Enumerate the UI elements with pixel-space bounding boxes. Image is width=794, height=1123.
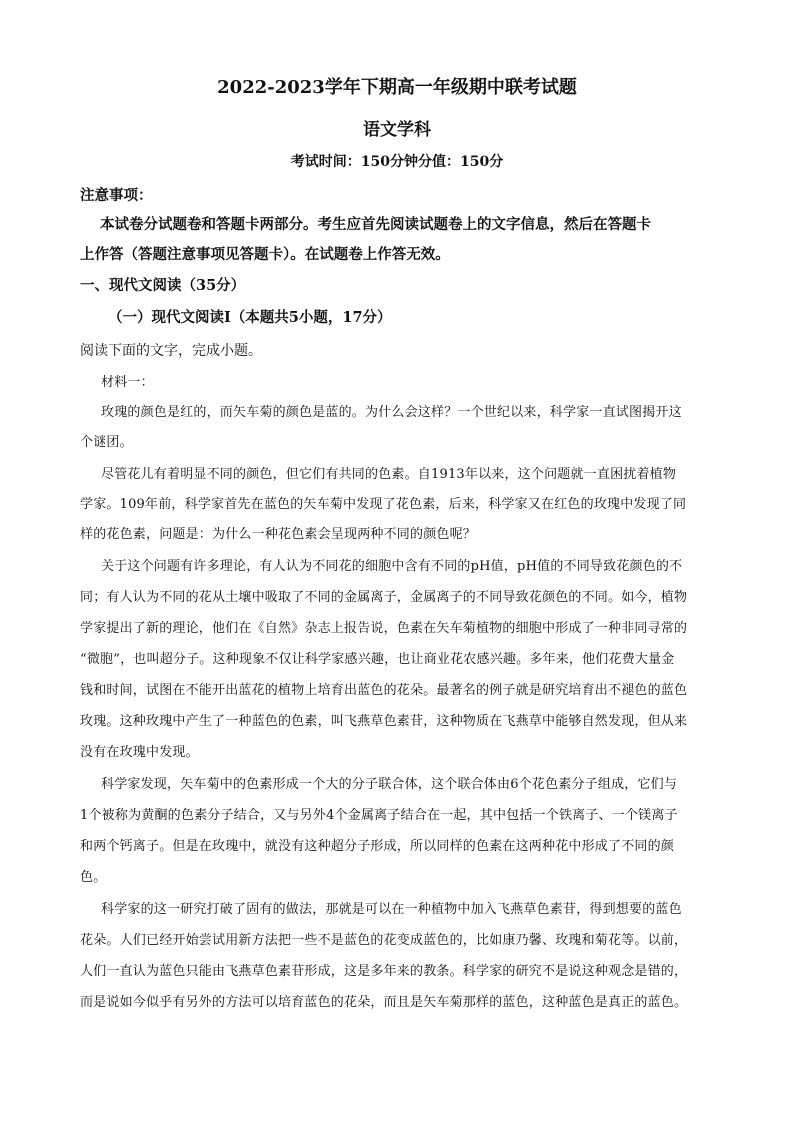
passage-line: 样的花色素，问题是：为什么一种花色素会呈现两种不同的颜色呢？ — [80, 527, 477, 542]
passage-line: 人们一直认为蓝色只能由飞燕草色素苷形成，这是多年来的教条。科学家的研究不是说这种观念是错的， — [80, 964, 688, 979]
passage-line: 而是说如今似乎有另外的方法可以培育蓝色的花朵，而且是矢车菊那样的蓝色，这种蓝色是真正的蓝色。 — [80, 995, 688, 1010]
passage-line: 钱和时间，试图在不能开出蓝花的植物上培育出蓝色的花朵。最著名的例子就是研究培育出不褪色的蓝色 — [80, 683, 688, 698]
passage-line: 花朵。人们已经开始尝试用新方法把一些不是蓝色的花变成蓝色的，比如康乃馨、玫瑰和菊花等。以前， — [80, 933, 688, 948]
section-heading: 一、现代文阅读（35分） — [80, 277, 246, 294]
passage-line: 尽管花儿有着明显不同的颜色，但它们有共同的色素。自1913年以来，这个问题就一直困扰着植物 — [101, 467, 677, 482]
reading-instruction: 阅读下面的文字，完成小题。 — [80, 343, 262, 359]
passage-line: “微胞”，也叫超分子。这种现象不仅让科学家感兴趣，也让商业花农感兴趣。多年来，他们花费大量金 — [80, 652, 675, 667]
passage-line: 学家。109年前，科学家首先在蓝色的矢车菊中发现了花色素，后来，科学家又在红色的玫瑰中发现了同 — [80, 497, 687, 512]
passage-line: 和两个钙离子。但是在玫瑰中，就没有这种超分子形成，所以同样的色素在这两种花中形成了不同的颜 — [80, 839, 675, 854]
subject-title: 语文学科 — [363, 120, 431, 140]
exam-info: 考试时间：150分钟分值：150分 — [290, 154, 504, 170]
passage-line: 关于这个问题有许多理论，有人认为不同花的细胞中含有不同的pH值，pH值的不同导致花颜色的不 — [101, 559, 683, 574]
passage-line: 学家提出了新的理论，他们在《自然》杂志上报告说，色素在矢车菊植物的细胞中形成了一种非同寻常的 — [80, 621, 688, 636]
subsection-heading: （一）现代文阅读Ⅰ（本题共5小题，17分） — [108, 309, 392, 326]
passage-line: 玫瑰。这种玫瑰中产生了一种蓝色的色素，叫飞燕草色素苷，这种物质在飞燕草中能够自然发现，但从来 — [80, 714, 688, 729]
notice-line-2: 上作答（答题注意事项见答题卡）。在试题卷上作答无效。 — [80, 246, 450, 263]
notice-heading: 注意事项： — [80, 187, 153, 204]
passage-line: 玫瑰的颜色是红的，而矢车菊的颜色是蓝的。为什么会这样？一个世纪以来，科学家一直试图揭开这 — [101, 405, 682, 420]
notice-line-1: 本试卷分试题卷和答题卡两部分。考生应首先阅读试题卷上的文字信息，然后在答题卡 — [100, 216, 651, 233]
passage-line: 同；有人认为不同的花从土壤中吸取了不同的金属离子，金属离子的不同导致花颜色的不同。如今，植物 — [80, 590, 688, 605]
passage-line: 个谜团。 — [80, 435, 133, 450]
passage-line: 科学家发现，矢车菊中的色素形成一个大的分子联合体，这个联合体由6个花色素分子组成，它们与 — [101, 777, 678, 792]
material-label: 材料一： — [101, 375, 154, 390]
passage-line: 色。 — [80, 870, 107, 885]
passage-line: 科学家的这一研究打破了固有的做法，那就是可以在一种植物中加入飞燕草色素苷，得到想要的蓝色 — [101, 902, 682, 917]
passage-line: 1个被称为黄酮的色素分子结合，又与另外4个金属离子结合在一起，其中包括一个铁离子、一个镁离子 — [80, 808, 678, 823]
passage-line: 没有在玫瑰中发现。 — [80, 745, 199, 760]
exam-title: 2022-2023学年下期高一年级期中联考试题 — [217, 77, 577, 98]
